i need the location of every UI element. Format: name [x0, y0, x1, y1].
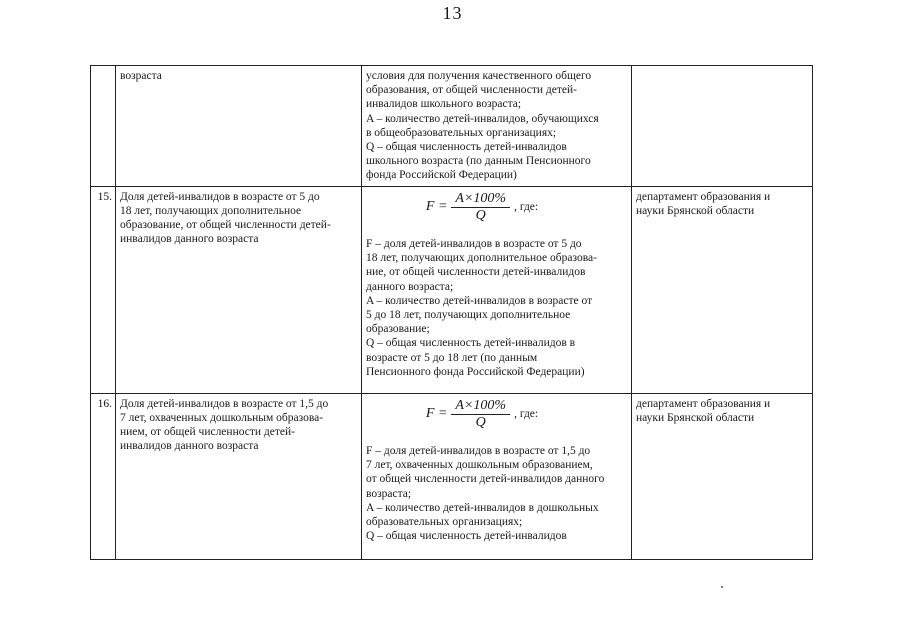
formula — [366, 399, 628, 430]
method-line: A – количество детей-инвалидов в возрасте от — [366, 294, 593, 307]
name-line: инвалидов данного возраста — [120, 233, 259, 246]
method-line: A – количество детей-инвалидов, обучающихся — [366, 112, 599, 125]
name-line: 7 лет, охваченных дошкольным образова- — [120, 411, 324, 424]
formula-fraction — [451, 192, 510, 223]
formula-fraction — [451, 399, 510, 430]
table-row-16 — [91, 393, 813, 559]
method-line: 5 до 18 лет, получающих дополнительное — [366, 309, 571, 322]
formula-denominator: Q — [475, 207, 486, 223]
formula-tail: , где: — [514, 408, 539, 421]
method-line: возраста; — [366, 487, 412, 500]
page-number: 13 — [442, 3, 463, 23]
formula-tail: , где: — [514, 201, 539, 214]
row-number-cell — [91, 66, 116, 187]
method-line: образовательных организациях; — [366, 516, 523, 529]
method-line: образования, от общей численности детей- — [366, 84, 577, 97]
responsible-line: науки Брянской области — [636, 204, 755, 217]
method-line: ние, от общей численности детей-инвалидов — [366, 266, 586, 279]
method-line: условия для получения качественного общего — [366, 70, 592, 82]
method-line: возрасте от 5 до 18 лет (по данным — [366, 351, 538, 364]
formula — [366, 192, 628, 223]
name-line: инвалидов данного возраста — [120, 440, 259, 453]
method-line: F – доля детей-инвалидов в возрасте от 1,5 до — [366, 445, 591, 458]
name-line: нием, от общей численности детей- — [120, 426, 295, 439]
method-line: Пенсионного фонда Российской Федерации) — [366, 365, 585, 378]
formula-numerator: A×100% — [451, 192, 510, 208]
responsible-line: департамент образования и — [636, 397, 771, 410]
method-line: F – доля детей-инвалидов в возрасте от 5 до — [366, 238, 582, 251]
method-line: школьного возраста (по данным Пенсионного — [366, 155, 591, 168]
method-line: 18 лет, получающих дополнительное образова- — [366, 252, 597, 265]
indicator-name-cell — [116, 186, 362, 393]
method-line: в общеобразовательных организациях; — [366, 126, 557, 139]
indicators-table — [90, 65, 813, 560]
table-row-15 — [91, 186, 813, 393]
responsible-cell — [632, 66, 813, 187]
method-line: Q – общая численность детей-инвалидов в — [366, 337, 576, 350]
name-line: образование, от общей численности детей- — [120, 219, 331, 232]
calculation-method-cell — [362, 66, 632, 187]
method-line: Q – общая численность детей-инвалидов — [366, 530, 567, 543]
table-row-continued — [91, 66, 813, 187]
name-line: 18 лет, получающих дополнительное — [120, 204, 302, 217]
formula-lhs: F = — [425, 199, 448, 215]
method-line: A – количество детей-инвалидов в дошкольных — [366, 501, 599, 514]
formula-denominator: Q — [475, 414, 486, 430]
calculation-method-cell — [362, 393, 632, 559]
name-line: Доля детей-инвалидов в возрасте от 1,5 до — [120, 397, 329, 410]
responsible-line: науки Брянской области — [636, 411, 755, 424]
method-line: от общей численности детей-инвалидов данного — [366, 473, 605, 486]
responsible-cell — [632, 393, 813, 559]
method-line: Q – общая численность детей-инвалидов — [366, 141, 567, 154]
responsible-line: департамент образования и — [636, 190, 771, 203]
method-line: данного возраста; — [366, 280, 454, 293]
formula-lhs: F = — [425, 406, 448, 422]
name-line: Доля детей-инвалидов в возрасте от 5 до — [120, 190, 320, 203]
indicator-name-cell: возраста — [116, 66, 362, 187]
scan-speck — [721, 586, 723, 588]
formula-numerator: A×100% — [451, 399, 510, 415]
indicator-name-cell — [116, 393, 362, 559]
method-line: образование; — [366, 323, 430, 336]
method-line: 7 лет, охваченных дошкольным образованием, — [366, 459, 593, 472]
row-number-cell: 15. — [91, 186, 116, 393]
row-number-cell: 16. — [91, 393, 116, 559]
method-line: инвалидов школьного возраста; — [366, 98, 522, 111]
method-line: фонда Российской Федерации) — [366, 169, 517, 182]
calculation-method-cell — [362, 186, 632, 393]
responsible-cell — [632, 186, 813, 393]
